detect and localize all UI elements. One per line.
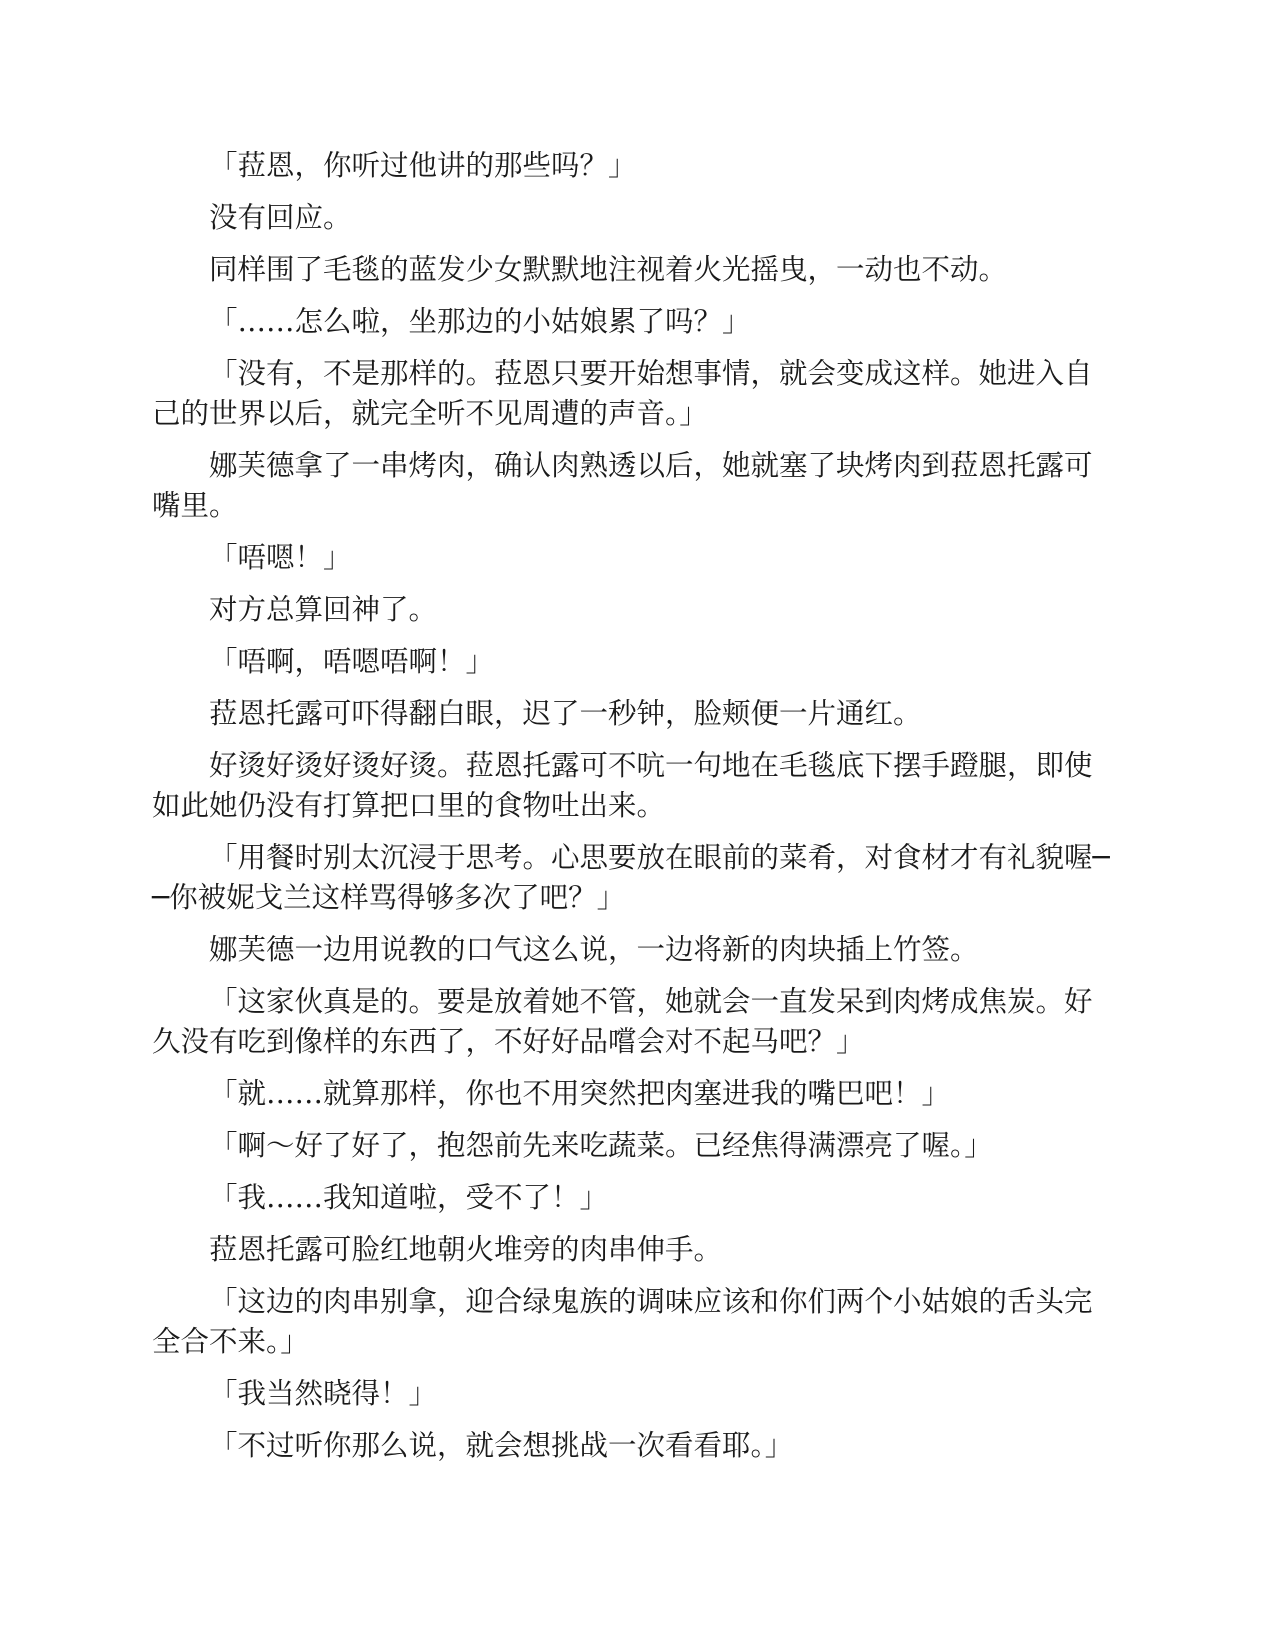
- paragraph: 「就……就算那样，你也不用突然把肉塞进我的嘴巴吧！」: [209, 1077, 951, 1110]
- paragraph: 「我当然晓得！」: [209, 1377, 438, 1410]
- paragraph: 同样围了毛毯的蓝发少女默默地注视着火光摇曳，一动也不动。: [209, 253, 1008, 286]
- paragraph: 菈恩托露可吓得翻白眼，迟了一秒钟，脸颊便一片通红。: [209, 697, 922, 730]
- paragraph: 「……怎么啦，坐那边的小姑娘累了吗？」: [209, 305, 751, 338]
- paragraph: 娜芙德一边用说教的口气这么说，一边将新的肉块插上竹签。: [209, 933, 979, 966]
- paragraph: 「这家伙真是的。要是放着她不管，她就会一直发呆到肉烤成焦炭。好久没有吃到像样的东西了，不好好品嚐会对不起马吧？」: [152, 985, 1093, 1058]
- paragraph: 「这边的肉串别拿，迎合绿鬼族的调味应该和你们两个小姑娘的舌头完全合不来。」: [152, 1285, 1093, 1358]
- paragraph: 「菈恩，你听过他讲的那些吗？」: [209, 149, 637, 182]
- body-text: [152, 146, 1120, 1478]
- paragraph: 「唔嗯！」: [209, 541, 352, 574]
- paragraph: 娜芙德拿了一串烤肉，确认肉熟透以后，她就塞了块烤肉到菈恩托露可嘴里。: [152, 449, 1093, 522]
- paragraph: 好烫好烫好烫好烫。菈恩托露可不吭一句地在毛毯底下摆手蹬腿，即使如此她仍没有打算把口里的食物吐出来。: [152, 749, 1093, 822]
- paragraph: 「没有，不是那样的。菈恩只要开始想事情，就会变成这样。她进入自己的世界以后，就完全听不见周遭的声音。」: [152, 357, 1093, 430]
- paragraph: 对方总算回神了。: [209, 593, 438, 626]
- paragraph: 「不过听你那么说，就会想挑战一次看看耶。」: [209, 1429, 794, 1462]
- paragraph: 「我……我知道啦，受不了！」: [209, 1181, 609, 1214]
- paragraph: 「用餐时别太沉浸于思考。心思要放在眼前的菜肴，对食材才有礼貌喔──你被妮戈兰这样骂得够多次了吧？」: [152, 841, 1110, 914]
- paragraph: 没有回应。: [209, 201, 352, 234]
- paragraph: 菈恩托露可脸红地朝火堆旁的肉串伸手。: [209, 1233, 723, 1266]
- paragraph: 「啊～好了好了，抱怨前先来吃蔬菜。已经焦得满漂亮了喔。」: [209, 1129, 993, 1162]
- paragraph: 「唔啊，唔嗯唔啊！」: [209, 645, 495, 678]
